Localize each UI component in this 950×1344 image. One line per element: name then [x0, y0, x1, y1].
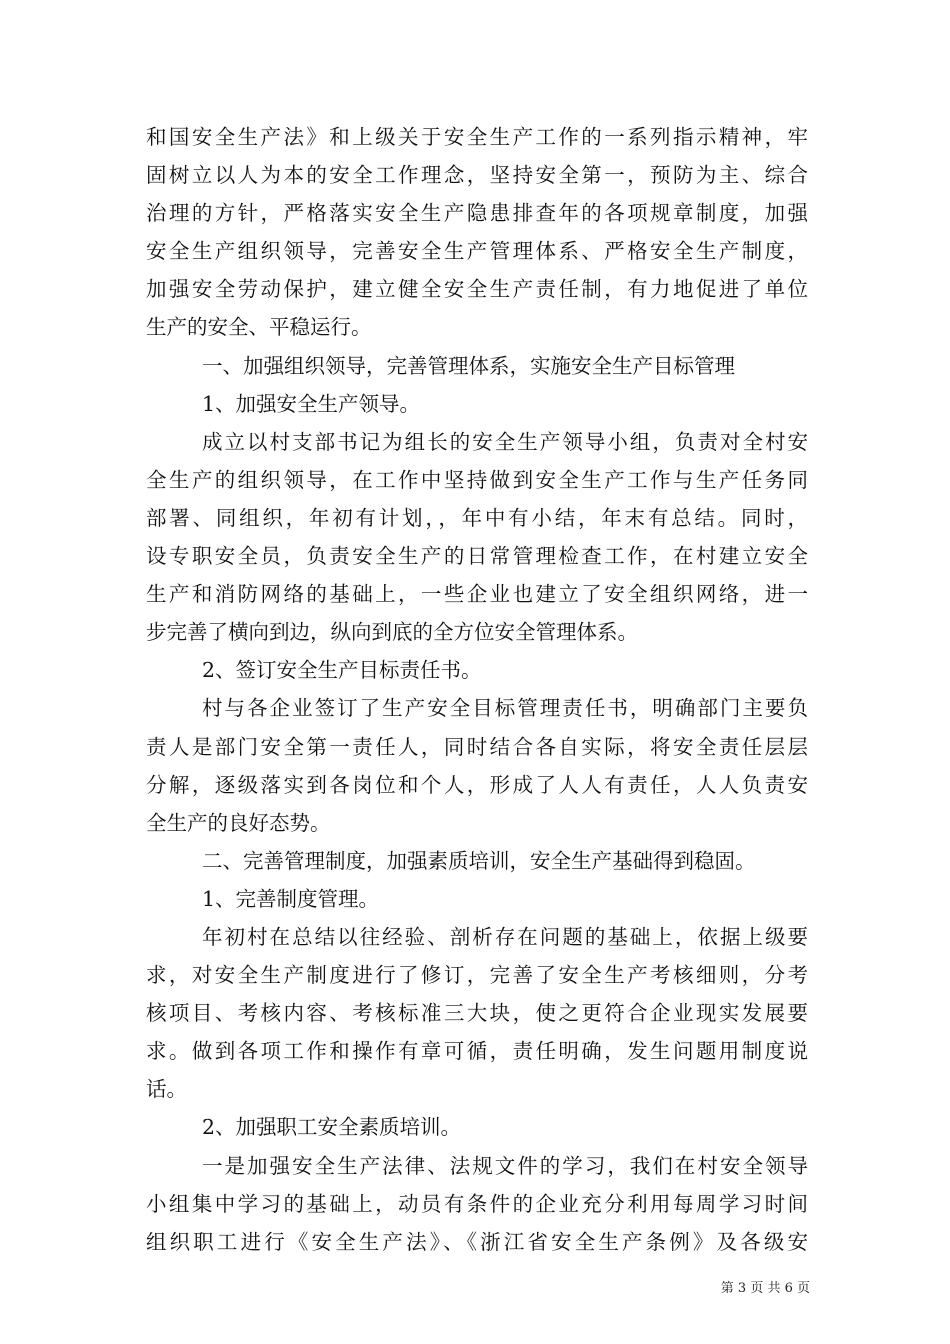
text-line: 步完善了横向到边，纵向到底的全方位安全管理体系。 [146, 620, 638, 645]
text-line: 和国安全生产法》和上级关于安全生产工作的一系列指示精神，牢 [146, 125, 808, 149]
text-line: 全生产的组织领导，在工作中坚持做到安全生产工作与生产任务同 [146, 467, 808, 492]
text-line: 设专职安全员，负责安全生产的日常管理检查工作，在村建立安全 [146, 544, 808, 569]
text-line: 治理的方针，严格落实安全生产隐患排查年的各项规章制度，加强 [146, 201, 808, 226]
text-line: 2、签订安全生产目标责任书。 [202, 658, 482, 683]
text-line: 责人是部门安全第一责任人，同时结合各自实际，将安全责任层层 [146, 734, 808, 759]
text-line: 成立以村支部书记为组长的安全生产领导小组，负责对全村安 [202, 429, 808, 454]
text-line: 一是加强安全生产法律、法规文件的学习，我们在村安全领导 [202, 1153, 808, 1178]
text-line: 话。 [146, 1077, 187, 1102]
text-line: 小组集中学习的基础上，动员有条件的企业充分利用每周学习时间 [146, 1191, 808, 1216]
text-line: 安全生产组织领导，完善安全生产管理体系、严格安全生产制度， [146, 239, 808, 264]
page-number-footer: 第 3 页 共 6 页 [720, 1281, 810, 1296]
text-line: 1、加强安全生产领导。 [202, 391, 421, 416]
document-body [146, 118, 808, 1261]
text-line: 1、完善制度管理。 [202, 886, 380, 911]
text-line: 2、加强职工安全素质培训。 [202, 1115, 462, 1140]
text-line: 核项目、考核内容、考核标准三大块，使之更符合企业现实发展要 [146, 1001, 808, 1026]
text-line: 年初村在总结以往经验、剖析存在问题的基础上，依据上级要 [202, 924, 808, 949]
text-line: 固树立以人为本的安全工作理念，坚持安全第一，预防为主、综合 [146, 163, 808, 188]
text-line: 一、加强组织领导，完善管理体系，实施安全生产目标管理 [202, 353, 735, 378]
text-line: 部署、同组织，年初有计划，，年中有小结，年末有总结。同时， [146, 505, 808, 530]
text-line: 分解，逐级落实到各岗位和个人，形成了人人有责任，人人负责安 [146, 772, 808, 797]
text-line: 求，对安全生产制度进行了修订，完善了安全生产考核细则，分考 [146, 963, 808, 988]
text-line: 全生产的良好态势。 [146, 810, 331, 835]
text-line: 生产和消防网络的基础上，一些企业也建立了安全组织网络，进一 [146, 582, 808, 607]
text-line: 二、完善管理制度，加强素质培训，安全生产基础得到稳固。 [202, 848, 756, 873]
text-line: 生产的安全、平稳运行。 [146, 315, 372, 340]
text-line: 加强安全劳动保护，建立健全安全生产责任制，有力地促进了单位 [146, 277, 808, 302]
text-line: 组织职工进行《安全生产法》、《浙江省安全生产条例》及各级安 [146, 1229, 808, 1254]
text-line: 求。做到各项工作和操作有章可循，责任明确，发生问题用制度说 [146, 1039, 808, 1064]
text-line: 村与各企业签订了生产安全目标管理责任书，明确部门主要负 [202, 696, 808, 721]
